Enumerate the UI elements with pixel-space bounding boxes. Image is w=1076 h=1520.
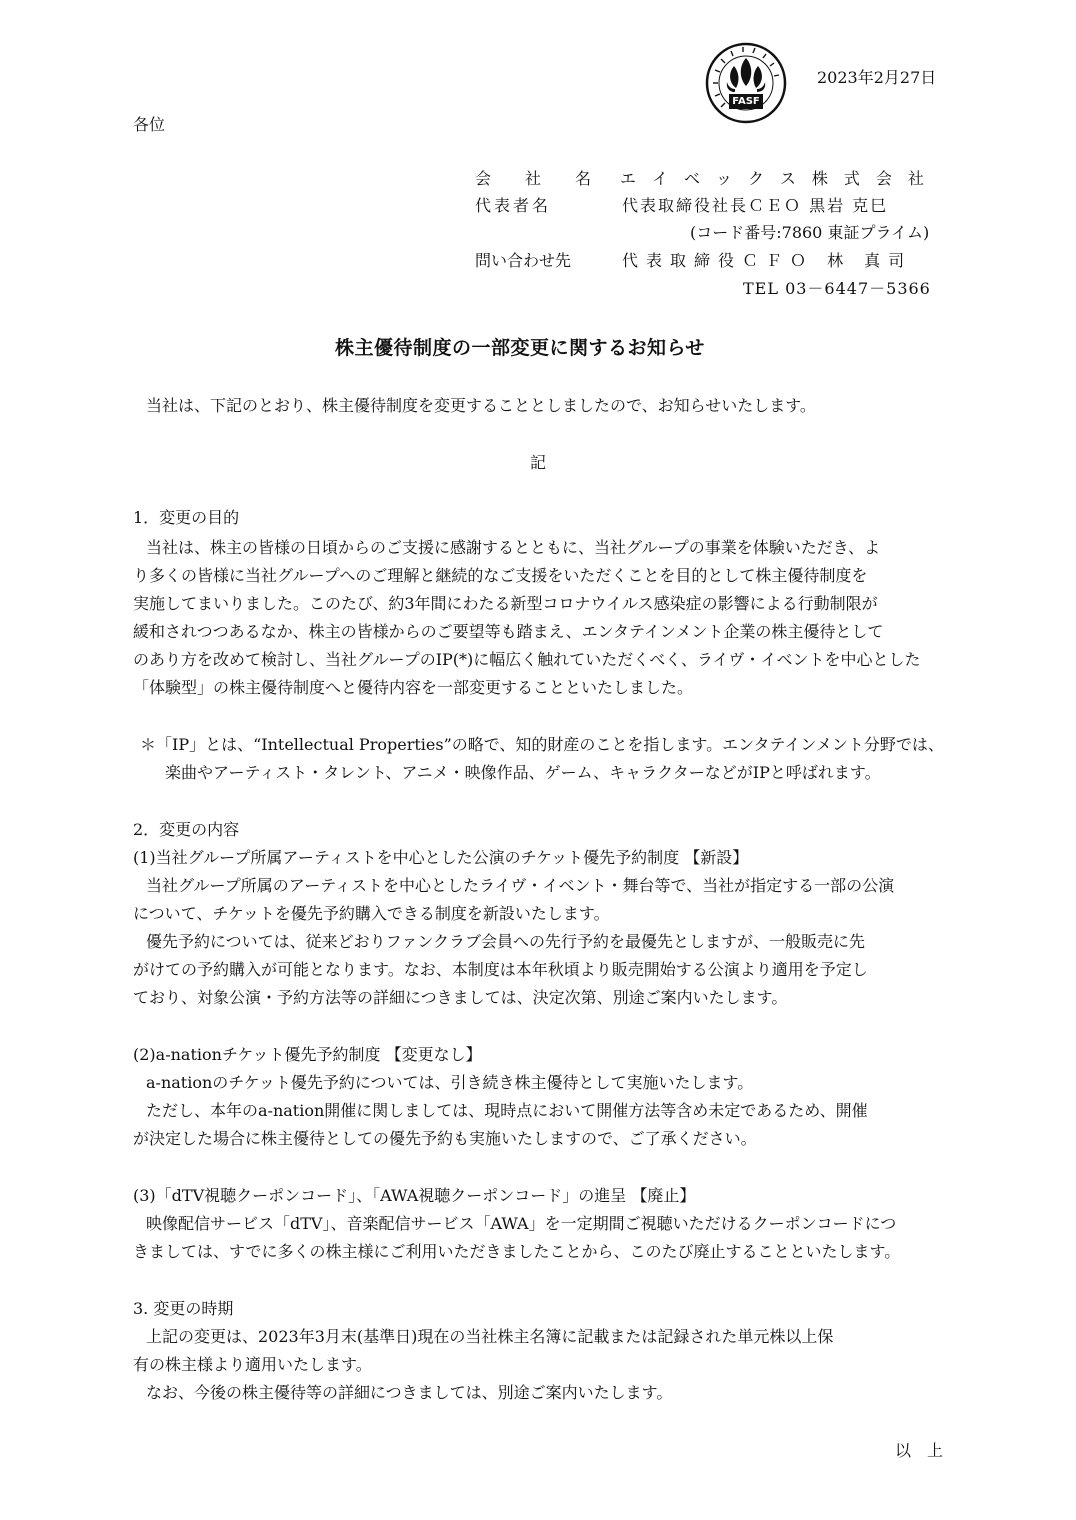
subsection-2-line: ただし、本年のa-nation開催に関しましては、現時点において開催方法等含め未定であるため、開催 bbox=[146, 1101, 868, 1120]
subsection-2-line: が決定した場合に株主優待としての優先予約も実施いたしますので、ご了承ください。 bbox=[133, 1129, 757, 1148]
subsection-2-heading: (2)a-nationチケット優先予約制度 【変更なし】 bbox=[133, 1045, 482, 1064]
representative-value: 代表取締役社長ＣＥＯ 黒岩 克巳 bbox=[622, 196, 889, 215]
subsection-1-line: ており、対象公演・予約方法等の詳細につきましては、決定次第、別途ご案内いたします。 bbox=[133, 988, 788, 1007]
intro-text: 当社は、下記のとおり、株主優待制度を変更することとしましたので、お知らせいたします。 bbox=[146, 396, 816, 415]
company-name-value: エイベックス株式会社 bbox=[620, 169, 940, 188]
subsection-3-line: きましては、すでに多くの株主様にご利用いただきましたことから、このたび廃止することといたします。 bbox=[133, 1242, 901, 1261]
contact-label: 問い合わせ先 bbox=[475, 251, 572, 270]
section-3-heading: 3. 変更の時期 bbox=[133, 1299, 234, 1318]
section-3-line: 有の株主様より適用いたします。 bbox=[133, 1355, 372, 1374]
company-name-label: 会 社 名 bbox=[475, 169, 601, 188]
subsection-3-heading: (3)「dTV視聴クーポンコード」、「AWA視聴クーポンコード」の進呈 【廃止】 bbox=[133, 1186, 696, 1205]
contact-tel: TEL 03－6447－5366 bbox=[743, 279, 931, 298]
section-1-line: 実施してまいりました。このたび、約3年間にわたる新型コロナウイルス感染症の影響による行動制限が bbox=[133, 594, 878, 613]
contact-value: 代表取締役ＣＦＯ 林 真司 bbox=[622, 251, 913, 270]
section-3-line: なお、今後の株主優待等の詳細につきましては、別途ご案内いたします。 bbox=[146, 1383, 673, 1402]
logo-text: FASF bbox=[732, 96, 760, 107]
section-1-line: 緩和されつつあるなか、株主の皆様からのご要望等も踏まえ、エンタテインメント企業の株主優待として bbox=[133, 622, 884, 641]
fasf-seal-icon bbox=[705, 42, 787, 124]
section-1-heading: 1．変更の目的 bbox=[133, 508, 240, 527]
page-title: 株主優待制度の一部変更に関するお知らせ bbox=[335, 337, 705, 359]
closing-mark: 以 上 bbox=[895, 1441, 944, 1460]
subsection-1-line: について、チケットを優先予約購入できる制度を新設いたします。 bbox=[133, 904, 610, 923]
footnote-line: 楽曲やアーティスト・タレント、アニメ・映像作品、ゲーム、キャラクターなどがIPと呼ばれます。 bbox=[165, 763, 881, 782]
subsection-1-line: 当社グループ所属のアーティストを中心としたライヴ・イベント・舞台等で、当社が指定する一部の公演 bbox=[146, 876, 895, 895]
subsection-1-line: 優先予約については、従来どおりファンクラブ会員への先行予約を最優先としますが、一般販売に先 bbox=[146, 932, 866, 951]
section-1-line: り多くの皆様に当社グループへのご理解と継続的なご支援をいただくことを目的として株主優待制度を bbox=[133, 566, 868, 585]
section-3-line: 上記の変更は、2023年3月末(基準日)現在の当社株主名簿に記載または記録された単元株以上保 bbox=[146, 1327, 834, 1346]
section-1-line: 当社は、株主の皆様の日頃からのご支援に感謝するとともに、当社グループの事業を体験いただき、よ bbox=[146, 538, 881, 557]
ki-mark: 記 bbox=[530, 453, 547, 472]
subsection-1-heading: (1)当社グループ所属アーティストを中心とした公演のチケット優先予約制度 【新設】 bbox=[133, 848, 749, 867]
recipient: 各位 bbox=[133, 115, 166, 134]
section-1-line: のあり方を改めて検討し、当社グループのIP(*)に幅広く触れていただくべく、ライヴ・イベントを中心とした bbox=[133, 650, 921, 669]
footnote-line: ＊「IP」とは、“Intellectual Properties”の略で、知的財産のことを指します。エンタテインメント分野では、 bbox=[140, 735, 944, 754]
subsection-3-line: 映像配信サービス「dTV」、音楽配信サービス「AWA」を一定期間ご視聴いただけるクーポンコードにつ bbox=[146, 1214, 897, 1233]
section-2-heading: 2．変更の内容 bbox=[133, 820, 240, 839]
section-1-line: 「体験型」の株主優待制度へと優待内容を一部変更することといたしました。 bbox=[133, 678, 694, 697]
subsection-1-line: がけての予約購入が可能となります。なお、本制度は本年秋頃より販売開始する公演より適用を予定し bbox=[133, 960, 868, 979]
stock-code: (コード番号:7860 東証プライム) bbox=[690, 223, 930, 242]
document-date: 2023年2月27日 bbox=[817, 68, 937, 87]
subsection-2-line: a-nationのチケット優先予約については、引き続き株主優待として実施いたします。 bbox=[146, 1073, 754, 1092]
representative-label: 代表者名 bbox=[475, 196, 552, 215]
